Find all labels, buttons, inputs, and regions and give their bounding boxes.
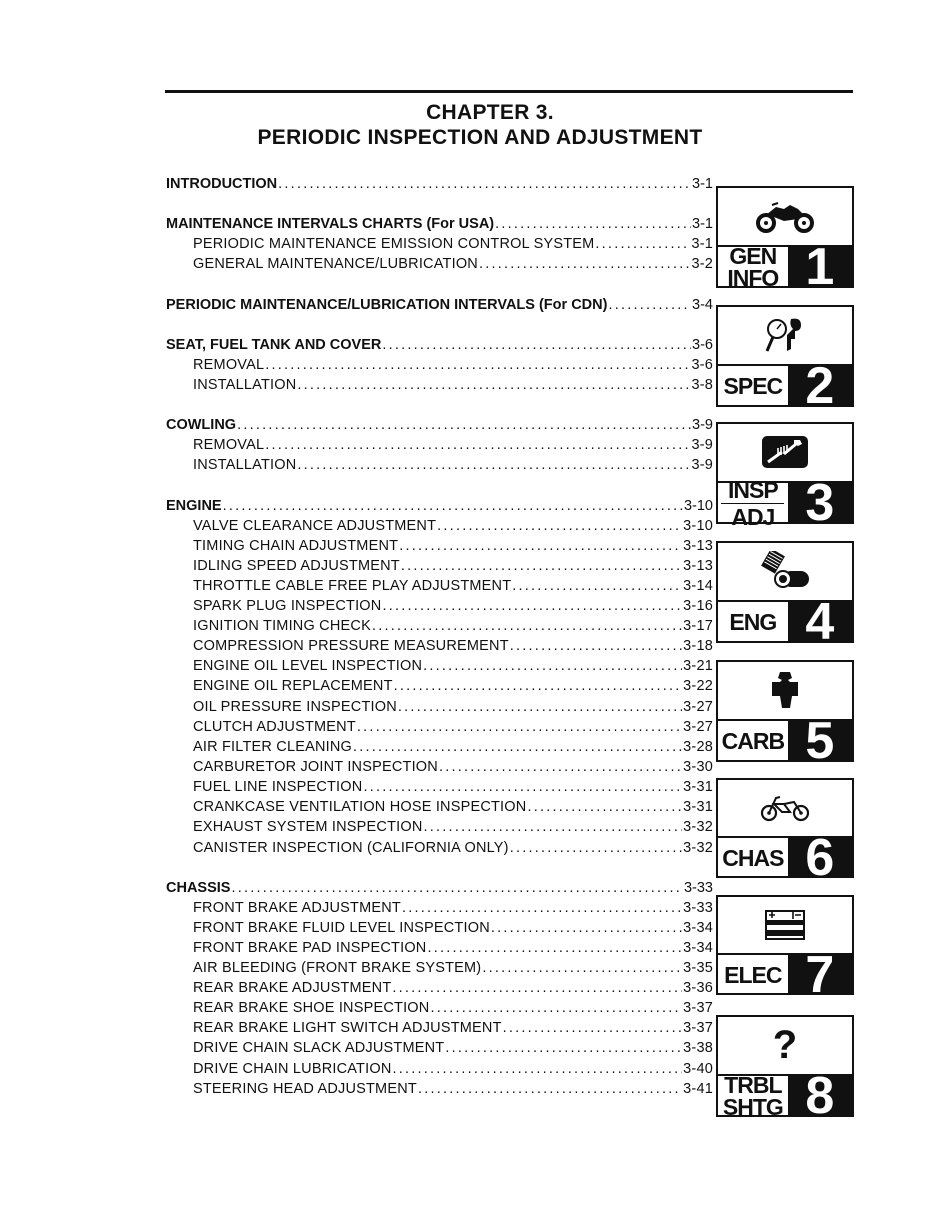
toc-entry[interactable] — [193, 998, 713, 1018]
toc-entry-label: DRIVE CHAIN LUBRICATION — [193, 1061, 392, 1077]
toc-entry-label: REAR BRAKE LIGHT SWITCH ADJUSTMENT — [193, 1020, 502, 1036]
toc-entry[interactable] — [193, 797, 713, 817]
dot-leader — [363, 777, 682, 797]
tab-abbr-line: ADJ — [731, 503, 775, 530]
tab-abbr — [718, 602, 788, 643]
toc-entry[interactable] — [193, 898, 713, 918]
toc-entry[interactable] — [166, 214, 713, 234]
chapter-number: CHAPTER 3. — [426, 101, 554, 124]
toc-entry-label: FRONT BRAKE PAD INSPECTION — [193, 940, 427, 956]
toc-entry[interactable] — [193, 737, 713, 757]
dot-leader — [430, 998, 682, 1018]
toc-entry-page: 3-9 — [691, 437, 713, 453]
toc-entry-page: 3-40 — [683, 1061, 713, 1077]
tab-abbr — [718, 366, 788, 407]
toc-entry-page: 3-13 — [683, 538, 713, 554]
toc-entry-page: 3-6 — [691, 357, 713, 373]
toc-entry-label: FRONT BRAKE ADJUSTMENT — [193, 900, 401, 916]
toc-entry[interactable] — [193, 676, 713, 696]
toc-entry[interactable] — [193, 838, 713, 858]
dot-leader — [427, 938, 682, 958]
dot-leader — [401, 556, 682, 576]
toc-entry[interactable] — [193, 697, 713, 717]
toc-entry-page: 3-34 — [683, 940, 713, 956]
toc-entry-label: IGNITION TIMING CHECK — [193, 618, 371, 634]
toc-entry-label: ENGINE OIL REPLACEMENT — [193, 678, 393, 694]
dot-leader — [353, 737, 682, 757]
toc-entry[interactable] — [193, 938, 713, 958]
toc-entry-page: 3-6 — [692, 337, 713, 353]
toc-entry-page: 3-10 — [683, 498, 713, 514]
toc-entry-page: 3-2 — [691, 256, 713, 272]
toc-entry-label: FUEL LINE INSPECTION — [193, 779, 363, 795]
toc-entry-label: REAR BRAKE SHOE INSPECTION — [193, 1000, 430, 1016]
section-tab-1[interactable] — [716, 186, 854, 297]
tab-number: 6 — [788, 838, 852, 878]
top-rule — [165, 90, 853, 93]
toc-entry-label: THROTTLE CABLE FREE PLAY ADJUSTMENT — [193, 578, 512, 594]
dot-leader — [512, 576, 682, 596]
toc-entry[interactable] — [193, 375, 713, 395]
toc-entry-page: 3-31 — [683, 799, 713, 815]
toc-entry-page: 3-13 — [683, 558, 713, 574]
toc-entry[interactable] — [193, 817, 713, 837]
toc-entry[interactable] — [193, 777, 713, 797]
toc-entry-page: 3-37 — [683, 1020, 713, 1036]
toc-entry-page: 3-14 — [683, 578, 713, 594]
toc-entry-page: 3-33 — [683, 880, 713, 896]
section-tab-5[interactable] — [716, 660, 854, 771]
tab-abbr-line: CARB — [721, 728, 785, 755]
toc-entry-label: MAINTENANCE INTERVALS CHARTS (For USA) — [166, 216, 495, 232]
toc-entry-label: CLUTCH ADJUSTMENT — [193, 719, 356, 735]
tab-abbr-line: ENG — [729, 609, 777, 636]
dot-leader — [231, 878, 683, 898]
toc-entry-label: COWLING — [166, 417, 237, 433]
tab-number: 4 — [788, 602, 852, 643]
toc-entry[interactable] — [166, 878, 713, 898]
dot-leader — [482, 958, 682, 978]
toc-entry[interactable] — [193, 1059, 713, 1079]
section-tab-3[interactable] — [716, 422, 854, 533]
dot-leader — [595, 234, 690, 254]
toc-entry[interactable] — [193, 918, 713, 938]
toc-entry-label: DRIVE CHAIN SLACK ADJUSTMENT — [193, 1040, 445, 1056]
dot-leader — [297, 375, 690, 395]
dot-leader — [491, 918, 682, 938]
toc-entry[interactable] — [193, 717, 713, 737]
toc-entry[interactable] — [193, 435, 713, 455]
toc-entry-page: 3-27 — [683, 699, 713, 715]
toc-entry[interactable] — [193, 576, 713, 596]
toc-entry-label: TIMING CHAIN ADJUSTMENT — [193, 538, 399, 554]
toc-entry[interactable] — [166, 335, 713, 355]
toc-entry-label: VALVE CLEARANCE ADJUSTMENT — [193, 518, 437, 534]
toc-entry[interactable] — [193, 234, 713, 254]
toc-entry[interactable] — [193, 455, 713, 475]
dot-leader — [418, 1079, 682, 1099]
toc-entry[interactable] — [193, 596, 713, 616]
toc-entry-page: 3-30 — [683, 759, 713, 775]
dot-leader — [424, 817, 683, 837]
toc-entry-label: PERIODIC MAINTENANCE/LUBRICATION INTERVALS (For CDN) — [166, 297, 608, 313]
dot-leader — [398, 697, 682, 717]
toc-entry-page: 3-9 — [691, 457, 713, 473]
toc-entry[interactable] — [193, 616, 713, 636]
toc-entry-label: REMOVAL — [193, 357, 265, 373]
toc-entry-page: 3-34 — [683, 920, 713, 936]
toc-entry-label: SPARK PLUG INSPECTION — [193, 598, 382, 614]
toc-entry-page: 3-35 — [683, 960, 713, 976]
toc-entry-page: 3-37 — [683, 1000, 713, 1016]
toc-entry[interactable] — [193, 355, 713, 375]
tab-number: 1 — [788, 247, 852, 288]
dot-leader — [357, 717, 682, 737]
dot-leader — [437, 516, 682, 536]
toc-entry[interactable] — [166, 295, 713, 315]
toc-entry-label: GENERAL MAINTENANCE/LUBRICATION — [193, 256, 478, 272]
toc-entry-label: FRONT BRAKE FLUID LEVEL INSPECTION — [193, 920, 490, 936]
toc-entry-page: 3-10 — [683, 518, 713, 534]
tab-number: 2 — [788, 366, 852, 407]
toc-entry-page: 3-1 — [692, 216, 713, 232]
tab-number: 5 — [788, 721, 852, 762]
toc-entry-label: CHASSIS — [166, 880, 231, 896]
section-tab-2[interactable] — [716, 305, 854, 416]
tab-abbr-line: GEN — [729, 243, 777, 270]
toc-entry-label: CRANKCASE VENTILATION HOSE INSPECTION — [193, 799, 527, 815]
toc-entry-label: ENGINE OIL LEVEL INSPECTION — [193, 658, 423, 674]
tab-number: 3 — [788, 483, 852, 524]
toc-entry-label: STEERING HEAD ADJUSTMENT — [193, 1081, 417, 1097]
toc-entry-page: 3-38 — [683, 1040, 713, 1056]
tab-abbr-line: INSP — [727, 476, 778, 503]
tab-abbr-line: ELEC — [724, 961, 782, 988]
toc-entry[interactable] — [166, 415, 713, 435]
toc-entry[interactable] — [193, 254, 713, 274]
toc-entry-page: 3-21 — [683, 658, 713, 674]
toc-entry-page: 3-16 — [683, 598, 713, 614]
toc-entry[interactable] — [193, 978, 713, 998]
tab-abbr — [718, 1072, 788, 1121]
toc-entry-page: 3-27 — [683, 719, 713, 735]
toc-entry-label: PERIODIC MAINTENANCE EMISSION CONTROL SYSTEM — [193, 236, 595, 252]
toc-entry-page: 3-41 — [683, 1081, 713, 1097]
toc-entry-label: IDLING SPEED ADJUSTMENT — [193, 558, 400, 574]
tab-abbr-line: CHAS — [722, 844, 784, 871]
toc-entry-label: OIL PRESSURE INSPECTION — [193, 699, 397, 715]
section-tab-8[interactable] — [716, 1015, 854, 1126]
toc-entry[interactable] — [166, 496, 713, 516]
dot-leader — [237, 415, 691, 435]
dot-leader — [382, 596, 682, 616]
dot-leader — [402, 898, 682, 918]
toc-entry-label: CARBURETOR JOINT INSPECTION — [193, 759, 438, 775]
section-tab-4[interactable] — [716, 541, 854, 652]
toc-entry-page: 3-1 — [692, 176, 713, 192]
toc-entry-label: REMOVAL — [193, 437, 265, 453]
toc-entry-label: EXHAUST SYSTEM INSPECTION — [193, 819, 423, 835]
toc-entry-page: 3-4 — [692, 297, 713, 313]
dot-leader — [527, 797, 682, 817]
toc-entry-page: 3-36 — [683, 980, 713, 996]
toc-entry-label: COMPRESSION PRESSURE MEASUREMENT — [193, 638, 509, 654]
dot-leader — [394, 676, 683, 696]
dot-leader — [510, 636, 682, 656]
toc-entry[interactable] — [193, 636, 713, 656]
dot-leader — [393, 1059, 683, 1079]
toc-entry-page: 3-28 — [683, 739, 713, 755]
tab-abbr-line: SHTG — [722, 1094, 783, 1121]
tab-abbr-line: TRBL — [724, 1072, 782, 1099]
chapter-title: PERIODIC INSPECTION AND ADJUSTMENT — [257, 126, 703, 149]
dot-leader — [495, 214, 691, 234]
toc-entry-label: INTRODUCTION — [166, 176, 278, 192]
toc-entry[interactable] — [193, 536, 713, 556]
dot-leader — [392, 978, 682, 998]
toc-entry-page: 3-32 — [683, 840, 713, 856]
toc-entry-label: INSTALLATION — [193, 377, 297, 393]
toc-entry[interactable] — [193, 1018, 713, 1038]
dot-leader — [265, 355, 690, 375]
tab-number: 7 — [788, 955, 852, 995]
dot-leader — [265, 435, 690, 455]
toc-entry-label: AIR FILTER CLEANING — [193, 739, 353, 755]
toc-entry-page: 3-32 — [683, 819, 713, 835]
toc-entry[interactable] — [193, 516, 713, 536]
dot-leader — [479, 254, 690, 274]
toc-entry-label: CANISTER INSPECTION (CALIFORNIA ONLY) — [193, 840, 509, 856]
dot-leader — [372, 616, 682, 636]
toc-entry-page: 3-22 — [683, 678, 713, 694]
toc-entry-page: 3-31 — [683, 779, 713, 795]
toc-entry-page: 3-8 — [691, 377, 713, 393]
dot-leader — [278, 174, 691, 194]
tab-abbr — [718, 955, 788, 995]
toc-entry[interactable] — [193, 656, 713, 676]
toc-entry[interactable] — [193, 1079, 713, 1099]
toc-entry-label: ENGINE — [166, 498, 222, 514]
tab-abbr — [718, 721, 788, 762]
toc-entry-label: SEAT, FUEL TANK AND COVER — [166, 337, 382, 353]
toc-entry-page: 3-1 — [691, 236, 713, 252]
question-icon: ? — [718, 1017, 852, 1076]
dot-leader — [510, 838, 682, 858]
dot-leader — [439, 757, 682, 777]
toc-entry-page: 3-17 — [683, 618, 713, 634]
dot-leader — [608, 295, 691, 315]
toc-entry-page: 3-18 — [683, 638, 713, 654]
toc-entry[interactable] — [193, 757, 713, 777]
toc-entry-page: 3-33 — [683, 900, 713, 916]
section-tab-6[interactable] — [716, 778, 854, 887]
tab-number: 8 — [788, 1076, 852, 1117]
dot-leader — [423, 656, 682, 676]
dot-leader — [445, 1038, 682, 1058]
dot-leader — [223, 496, 683, 516]
tab-abbr — [718, 476, 788, 530]
toc-entry-label: AIR BLEEDING (FRONT BRAKE SYSTEM) — [193, 960, 482, 976]
toc-entry-label: INSTALLATION — [193, 457, 297, 473]
dot-leader — [503, 1018, 683, 1038]
tab-abbr — [718, 243, 788, 292]
toc-entry-label: REAR BRAKE ADJUSTMENT — [193, 980, 392, 996]
dot-leader — [297, 455, 690, 475]
dot-leader — [382, 335, 691, 355]
toc-entry[interactable] — [193, 556, 713, 576]
toc-entry-page: 3-9 — [692, 417, 713, 433]
toc-entry[interactable] — [193, 1038, 713, 1058]
section-tab-7[interactable] — [716, 895, 854, 1004]
tab-abbr — [718, 838, 788, 878]
toc-entry[interactable] — [166, 174, 713, 194]
tab-abbr-line: SPEC — [723, 373, 783, 400]
tab-abbr-line: INFO — [727, 265, 779, 292]
dot-leader — [399, 536, 682, 556]
toc-entry[interactable] — [193, 958, 713, 978]
